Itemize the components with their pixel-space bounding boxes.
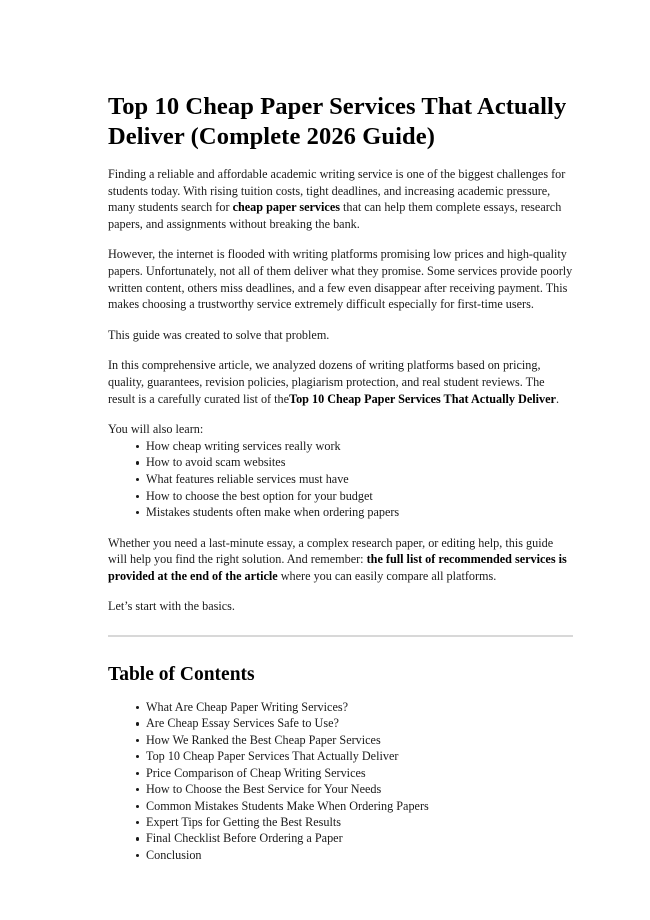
list-item: How cheap writing services really work: [136, 438, 573, 455]
closing-section: [108, 535, 573, 615]
paragraph: You will also learn:: [108, 422, 204, 437]
toc-item[interactable]: Expert Tips for Getting the Best Results: [136, 814, 573, 830]
emphasis-text: Top 10 Cheap Paper Services That Actually Deliver: [289, 391, 556, 406]
toc-item[interactable]: How to Choose the Best Service for Your Needs: [136, 781, 573, 797]
paragraph: In this comprehensive article, we analyzed dozens of writing platforms based on pricing, quality, guarantees, revision policies, plagiarism protection, and real student reviews. The result is a carefully curated list of theTop 10 Cheap Paper Services That Actually Deliver.: [108, 358, 559, 406]
list-item: How to avoid scam websites: [136, 454, 573, 471]
paragraph: However, the internet is flooded with writing platforms promising low prices and high-quality papers. Unfortunately, not all of them deliver what they promise. Some services provide poorly written content, others miss deadlines, and a few even disappear after receiving payment. This makes choosing a trustworthy service extremely difficult especially for first-time users.: [108, 247, 573, 312]
emphasis-text: cheap paper services: [232, 200, 340, 215]
learn-list: [108, 438, 573, 521]
table-of-contents-list: [108, 699, 573, 863]
toc-item[interactable]: Top 10 Cheap Paper Services That Actually Deliver: [136, 748, 573, 764]
paragraph: Let’s start with the basics.: [108, 599, 235, 614]
list-item: How to choose the best option for your budget: [136, 488, 573, 505]
section-divider: [108, 635, 573, 637]
toc-item[interactable]: Are Cheap Essay Services Safe to Use?: [136, 715, 573, 731]
toc-item[interactable]: Common Mistakes Students Make When Ordering Papers: [136, 798, 573, 814]
toc-item[interactable]: How We Ranked the Best Cheap Paper Services: [136, 732, 573, 748]
list-item: What features reliable services must have: [136, 471, 573, 488]
page-title: Top 10 Cheap Paper Services That Actually Deliver (Complete 2026 Guide): [108, 93, 567, 150]
paragraph: Finding a reliable and affordable academic writing service is one of the biggest challenges for students today. With rising tuition costs, tight deadlines, and increasing academic pressure, many students search for cheap paper services that can help them complete essays, research papers, and assignments without breaking the bank.: [108, 167, 566, 231]
toc-item[interactable]: Final Checklist Before Ordering a Paper: [136, 830, 573, 846]
toc-item[interactable]: Conclusion: [136, 847, 573, 863]
paragraph: This guide was created to solve that problem.: [108, 327, 330, 342]
table-of-contents-heading: Table of Contents: [108, 664, 255, 686]
paragraph: Whether you need a last-minute essay, a complex research paper, or editing help, this guide will help you find the right solution. And remember: the full list of recommended services is provided at the end of the article where you can easily compare all platforms.: [108, 535, 567, 583]
intro-section: [108, 166, 573, 438]
toc-item[interactable]: Price Comparison of Cheap Writing Services: [136, 765, 573, 781]
toc-item[interactable]: What Are Cheap Paper Writing Services?: [136, 699, 573, 715]
document-content: [108, 92, 573, 863]
list-item: Mistakes students often make when ordering papers: [136, 504, 573, 521]
emphasis-text: the full list of recommended services is provided at the end of the article: [108, 552, 567, 583]
